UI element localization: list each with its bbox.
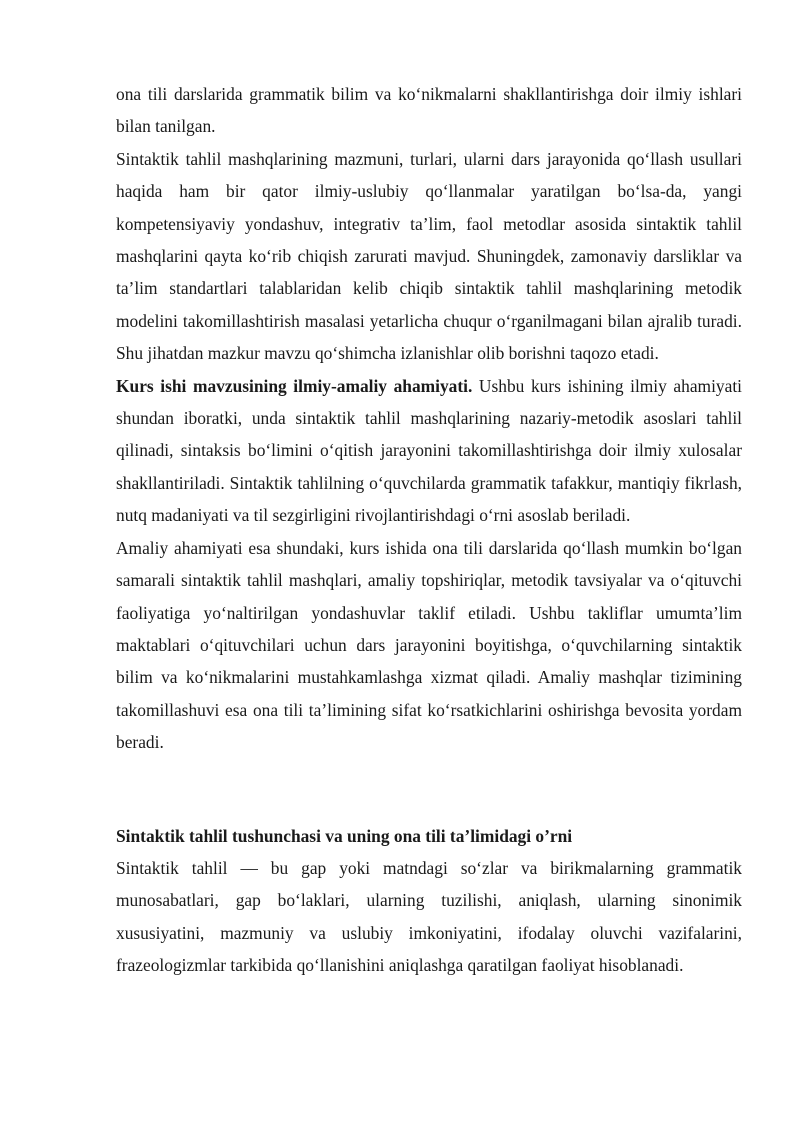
paragraph-research-gap: Sintaktik tahlil mashqlarining mazmuni, turlari, ularni dars jarayonida qo‘llash usullari haqida ham bir qator ilmiy-uslubiy qo‘llanmalar yaratilgan bo‘lsa-da, yangi kompetensiyaviy yondashuv, integrativ ta’lim, faol metodlar asosida sintaktik tahlil mashqlarini qayta ko‘rib chiqish zarurati mavjud. Shuningdek, zamonaviy darsliklar va ta’lim standartlari talablaridan kelib chiqib sintaktik tahlil mashqlarining metodik modelini takomillashtirish masalasi yetarlicha chuqur o‘rganilmagani bilan ajralib turadi. Shu jihatdan mazkur mavzu qo‘shimcha izlanishlar olib borishni taqozo etadi. — [116, 148, 742, 364]
paragraph-practical-significance: Amaliy ahamiyati esa shundaki, kurs ishida ona tili darslarida qo‘llash mumkin bo‘lgan samarali sintaktik tahlil mashqlari, amaliy topshiriqlar, metodik tavsiyalar va o‘qituvchi faoliyatiga yo‘naltirilgan yondashuvlar taklif etiladi. Ushbu takliflar umumta’lim maktablari o‘qituvchilari uchun dars jarayonini boyitishga, o‘quvchilarning sintaktik bilim va ko‘nikmalarini mustahkamlashga xizmat qiladi. Amaliy mashqlar tizimining takomillashuvi esa ona tili ta’limining sifat ko‘rsatkichlarini oshirishga bevosita yordam beradi. — [116, 537, 742, 753]
paragraph-definition: Sintaktik tahlil — bu gap yoki matndagi so‘zlar va birikmalarning grammatik munosabatlari, gap bo‘laklari, ularning tuzilishi, aniqlash, ularning sinonimik xususiyatini, mazmuniy va uslubiy imkoniyatini, ifodalay oluvchi vazifalarini, frazeologizmlar tarkibida qo‘llanishini aniqlashga qaratilgan faoliyat hisoblanadi. — [116, 857, 742, 976]
document-body — [116, 78, 742, 982]
paragraph-significance — [116, 370, 742, 532]
section-spacer — [116, 759, 742, 820]
section-heading: Sintaktik tahlil tushunchasi va uning ona tili ta’limidagi o’rni — [116, 825, 573, 846]
significance-text: Ushbu kurs ishining ilmiy ahamiyati shundan iboratki, unda sintaktik tahlil mashqlarining nazariy-metodik asoslari tahlil qilinadi, sintaksis bo‘limini o‘qitish jarayonini takomillashtirishga doir ilmiy xulosalar shakllantiriladi. Sintaktik tahlilning o‘quvchilarda grammatik tafakkur, mantiqiy fikrlash, nutq madaniyati va til sezgirligini rivojlantirishdagi o‘rni asoslab beriladi. — [116, 375, 742, 526]
paragraph-intro-continuation: ona tili darslarida grammatik bilim va ko‘nikmalarni shakllantirishga doir ilmiy ishlari bilan tanilgan. — [116, 84, 742, 137]
significance-heading: Kurs ishi mavzusining ilmiy-amaliy ahamiyati. — [116, 375, 473, 396]
